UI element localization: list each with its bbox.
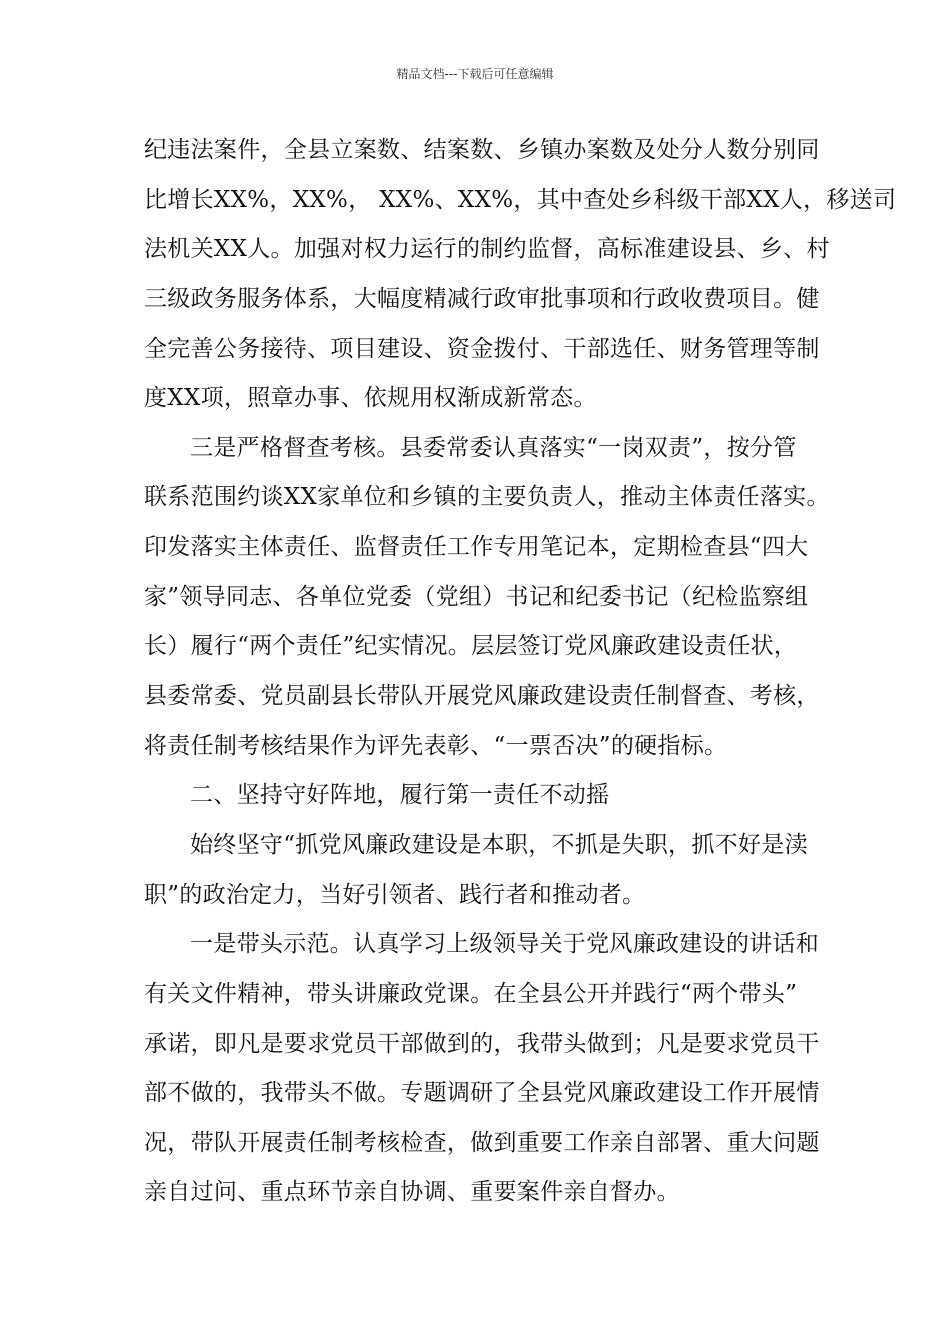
paragraph-first-line: 三是严格督查考核。县委常委认真落实“一岗双责”，按分管 xyxy=(190,434,797,461)
text-line: 三级政务服务体系，大幅度精减行政审批事项和行政收费项目。健 xyxy=(144,285,820,312)
text-line: 亲自过问、重点环节亲自协调、重要案件亲自督办。 xyxy=(144,1179,680,1206)
text-line: 将责任制考核结果作为评先表彰、“一票否决”的硬指标。 xyxy=(144,732,728,759)
text-line: 职”的政治定力，当好引领者、践行者和推动者。 xyxy=(144,881,646,908)
text-line: 全完善公务接待、项目建设、资金拨付、干部选任、财务管理等制 xyxy=(144,335,820,362)
text-line: 印发落实主体责任、监督责任工作专用笔记本，定期检查县“四大 xyxy=(144,534,809,561)
text-line: 承诺，即凡是要求党员干部做到的，我带头做到；凡是要求党员干 xyxy=(144,1030,820,1057)
text-line: 度XX项，照章办事、依规用权渐成新常态。 xyxy=(144,385,597,412)
text-line: 况，带队开展责任制考核检查，做到重要工作亲自部署、重大问题 xyxy=(144,1129,820,1156)
section-heading: 二、坚持守好阵地，履行第一责任不动摇 xyxy=(190,782,610,809)
paragraph-first-line: 一是带头示范。认真学习上级领导关于党风廉政建设的讲话和 xyxy=(190,931,820,958)
text-line: 部不做的，我带头不做。专题调研了全县党风廉政建设工作开展情 xyxy=(144,1080,820,1107)
text-line: 长）履行“两个责任”纪实情况。层层签订党风廉政建设责任状， xyxy=(144,633,798,660)
paragraph-first-line: 始终坚守“抓党风廉政建设是本职，不抓是失职，抓不好是渎 xyxy=(190,831,808,858)
text-line: 法机关XX人。加强对权力运行的制约监督，高标准建设县、乡、村 xyxy=(144,236,830,263)
page-header: 精品文档---下载后可任意编辑 xyxy=(396,67,554,81)
text-line: 比增长XX%，XX%， XX%、XX%，其中查处乡科级干部XX人，移送司 xyxy=(144,186,897,213)
text-line: 有关文件精神，带头讲廉政党课。在全县公开并践行“两个带头” xyxy=(144,980,798,1007)
text-line: 纪违法案件，全县立案数、结案数、乡镇办案数及处分人数分别同 xyxy=(144,137,820,163)
text-line: 联系范围约谈XX家单位和乡镇的主要负责人，推动主体责任落实。 xyxy=(144,484,830,511)
document-body xyxy=(144,126,897,1218)
text-line: 家”领导同志、各单位党委（党组）书记和纪委书记（纪检监察组 xyxy=(144,583,809,610)
text-line: 县委常委、党员副县长带队开展党风廉政建设责任制督查、考核， xyxy=(144,683,820,710)
